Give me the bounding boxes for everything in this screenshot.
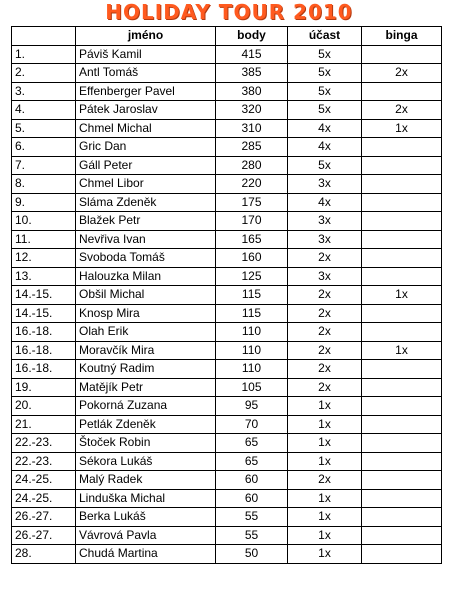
cell-binga [362,304,442,323]
header-name: jméno [76,27,216,46]
page-title: HOLIDAY TOUR 2010 [105,0,353,24]
cell-name: Petlák Zdeněk [76,415,216,434]
cell-binga [362,526,442,545]
cell-binga [362,193,442,212]
cell-binga [362,378,442,397]
cell-binga [362,508,442,527]
cell-rank: 20. [12,397,76,416]
cell-binga [362,415,442,434]
table-row [12,138,442,157]
cell-rank: 11. [12,230,76,249]
cell-body: 125 [216,267,288,286]
cell-name: Gáll Peter [76,156,216,175]
cell-name: Malý Radek [76,471,216,490]
cell-ucast: 3x [288,175,362,194]
cell-body: 65 [216,452,288,471]
cell-rank: 14.-15. [12,304,76,323]
cell-name: Gric Dan [76,138,216,157]
cell-rank: 26.-27. [12,508,76,527]
cell-name: Pokorná Zuzana [76,397,216,416]
table-row [12,508,442,527]
cell-binga: 1x [362,119,442,138]
cell-body: 310 [216,119,288,138]
cell-ucast: 1x [288,434,362,453]
cell-rank: 8. [12,175,76,194]
cell-body: 115 [216,304,288,323]
cell-ucast: 5x [288,45,362,64]
table-row [12,193,442,212]
cell-binga [362,452,442,471]
cell-binga [362,323,442,342]
cell-rank: 9. [12,193,76,212]
cell-body: 105 [216,378,288,397]
cell-name: Halouzka Milan [76,267,216,286]
cell-name: Koutný Radim [76,360,216,379]
cell-ucast: 2x [288,249,362,268]
cell-binga [362,471,442,490]
cell-ucast: 2x [288,323,362,342]
cell-body: 385 [216,64,288,83]
cell-ucast: 1x [288,508,362,527]
table-row [12,415,442,434]
cell-binga [362,360,442,379]
cell-name: Blažek Petr [76,212,216,231]
cell-body: 380 [216,82,288,101]
cell-body: 70 [216,415,288,434]
cell-rank: 26.-27. [12,526,76,545]
cell-ucast: 5x [288,82,362,101]
cell-ucast: 1x [288,489,362,508]
cell-name: Štoček Robin [76,434,216,453]
table-row [12,101,442,120]
cell-name: Sékora Lukáš [76,452,216,471]
cell-ucast: 5x [288,156,362,175]
cell-name: Pátek Jaroslav [76,101,216,120]
cell-name: Knosp Mira [76,304,216,323]
cell-body: 320 [216,101,288,120]
cell-name: Obšil Michal [76,286,216,305]
cell-body: 110 [216,323,288,342]
table-row [12,360,442,379]
cell-name: Nevřiva Ivan [76,230,216,249]
table-row [12,378,442,397]
cell-binga [362,249,442,268]
cell-name: Effenberger Pavel [76,82,216,101]
cell-binga [362,545,442,564]
cell-rank: 5. [12,119,76,138]
table-row [12,82,442,101]
cell-rank: 19. [12,378,76,397]
cell-ucast: 1x [288,415,362,434]
cell-name: Chmel Michal [76,119,216,138]
cell-rank: 2. [12,64,76,83]
cell-ucast: 2x [288,360,362,379]
cell-rank: 3. [12,82,76,101]
table-row [12,434,442,453]
table-row [12,526,442,545]
cell-ucast: 5x [288,64,362,83]
cell-body: 280 [216,156,288,175]
cell-ucast: 1x [288,397,362,416]
table-row [12,341,442,360]
cell-ucast: 2x [288,378,362,397]
cell-binga: 2x [362,101,442,120]
header-binga: binga [362,27,442,46]
cell-binga [362,267,442,286]
table-row [12,471,442,490]
cell-binga [362,156,442,175]
cell-body: 285 [216,138,288,157]
cell-binga: 1x [362,341,442,360]
header-ucast: účast [288,27,362,46]
cell-ucast: 1x [288,526,362,545]
table-row [12,175,442,194]
table-row [12,119,442,138]
cell-rank: 4. [12,101,76,120]
table-row [12,545,442,564]
table-row [12,230,442,249]
cell-body: 110 [216,341,288,360]
table-row [12,304,442,323]
cell-ucast: 1x [288,452,362,471]
table-row [12,489,442,508]
table-body [12,45,442,563]
cell-rank: 24.-25. [12,471,76,490]
cell-body: 110 [216,360,288,379]
cell-rank: 28. [12,545,76,564]
cell-ucast: 5x [288,101,362,120]
cell-binga [362,230,442,249]
cell-binga [362,45,442,64]
cell-rank: 22.-23. [12,452,76,471]
cell-rank: 24.-25. [12,489,76,508]
cell-body: 60 [216,471,288,490]
cell-ucast: 3x [288,267,362,286]
cell-ucast: 2x [288,471,362,490]
cell-name: Matějík Petr [76,378,216,397]
cell-binga [362,138,442,157]
cell-ucast: 3x [288,230,362,249]
cell-rank: 16.-18. [12,323,76,342]
cell-name: Linduška Michal [76,489,216,508]
cell-binga: 1x [362,286,442,305]
header-body: body [216,27,288,46]
cell-body: 220 [216,175,288,194]
table-row [12,64,442,83]
cell-ucast: 4x [288,119,362,138]
table-row [12,212,442,231]
cell-body: 55 [216,508,288,527]
cell-body: 50 [216,545,288,564]
cell-binga [362,212,442,231]
table-row [12,286,442,305]
cell-body: 55 [216,526,288,545]
cell-name: Moravčík Mira [76,341,216,360]
cell-rank: 14.-15. [12,286,76,305]
header-rank [12,27,76,46]
cell-body: 60 [216,489,288,508]
table-row [12,45,442,64]
cell-body: 160 [216,249,288,268]
cell-body: 165 [216,230,288,249]
cell-rank: 13. [12,267,76,286]
results-table [11,26,442,564]
cell-rank: 1. [12,45,76,64]
cell-rank: 16.-18. [12,360,76,379]
cell-rank: 16.-18. [12,341,76,360]
cell-name: Svoboda Tomáš [76,249,216,268]
cell-name: Antl Tomáš [76,64,216,83]
table-row [12,397,442,416]
cell-name: Vávrová Pavla [76,526,216,545]
cell-ucast: 2x [288,286,362,305]
table-row [12,452,442,471]
table-row [12,323,442,342]
table-row [12,267,442,286]
cell-binga [362,434,442,453]
cell-name: Chmel Libor [76,175,216,194]
cell-binga [362,489,442,508]
cell-rank: 22.-23. [12,434,76,453]
cell-binga [362,397,442,416]
cell-body: 65 [216,434,288,453]
cell-body: 175 [216,193,288,212]
cell-body: 415 [216,45,288,64]
cell-name: Páviš Kamil [76,45,216,64]
cell-ucast: 3x [288,212,362,231]
cell-ucast: 2x [288,304,362,323]
cell-binga [362,82,442,101]
cell-rank: 10. [12,212,76,231]
cell-rank: 21. [12,415,76,434]
cell-ucast: 4x [288,138,362,157]
cell-binga [362,175,442,194]
cell-body: 95 [216,397,288,416]
table-row [12,156,442,175]
cell-body: 170 [216,212,288,231]
cell-name: Berka Lukáš [76,508,216,527]
table-row [12,249,442,268]
cell-body: 115 [216,286,288,305]
table-header-row [12,27,442,46]
cell-ucast: 2x [288,341,362,360]
cell-name: Chudá Martina [76,545,216,564]
cell-binga: 2x [362,64,442,83]
cell-name: Sláma Zdeněk [76,193,216,212]
cell-rank: 6. [12,138,76,157]
cell-ucast: 4x [288,193,362,212]
cell-rank: 12. [12,249,76,268]
cell-name: Olah Erik [76,323,216,342]
cell-ucast: 1x [288,545,362,564]
cell-rank: 7. [12,156,76,175]
